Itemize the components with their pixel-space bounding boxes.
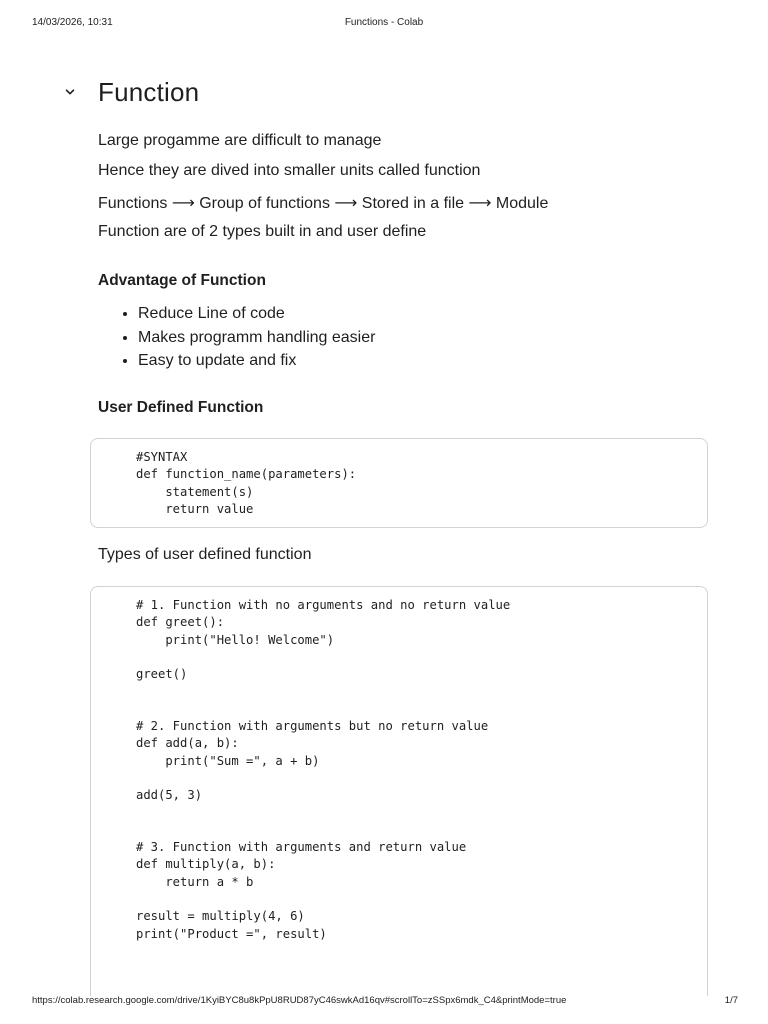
page-number: 1/7 [724, 995, 738, 1006]
intro-line-3: Functions ⟶ Group of functions ⟶ Stored in a file ⟶ Module [98, 195, 549, 212]
syntax-code-cell[interactable] [90, 438, 708, 528]
section-heading [58, 74, 199, 110]
syntax-code[interactable]: #SYNTAX def function_name(parameters): statement(s) return value [136, 450, 357, 516]
print-page-title: Functions - Colab [344, 17, 424, 28]
print-url: https://colab.research.google.com/drive/1KyiBYC8u8kPpU8RUD87yC46swkAd16qv#scrollTo=zSSpx6mdk_C4&printMode=true [32, 995, 567, 1006]
print-datetime: 14/03/2026, 10:31 [32, 17, 113, 28]
intro-line-2: Hence they are dived into smaller units called function [98, 162, 481, 179]
list-item: • Reduce Line of code [138, 302, 375, 326]
user-defined-heading: User Defined Function [98, 399, 264, 416]
advantage-heading: Advantage of Function [98, 272, 266, 289]
list-item: • Makes programm handling easier [138, 326, 375, 350]
list-item: • Easy to update and fix [138, 349, 375, 373]
chevron-down-icon[interactable] [58, 80, 82, 104]
intro-line-1: Large progamme are difficult to manage [98, 132, 382, 149]
print-header [0, 17, 768, 31]
advantage-list [118, 302, 375, 373]
section-title: Function [98, 76, 200, 107]
types-code[interactable]: # 1. Function with no arguments and no return value def greet(): print("Hello! Welcome") greet() # 2. Function with arguments but no return value def add(a, b): print("Sum =", a + b) add(5, 3) # 3. Function with arguments and return value def multiply(a, b): return a * b result = multiply(4, 6) print("Product =", result) [136, 598, 511, 941]
types-code-cell[interactable] [90, 586, 708, 996]
print-footer [0, 995, 768, 1009]
chevron-down-glyph [64, 86, 76, 98]
intro-line-4: Function are of 2 types built in and user define [98, 223, 427, 240]
types-text: Types of user defined function [98, 546, 312, 563]
